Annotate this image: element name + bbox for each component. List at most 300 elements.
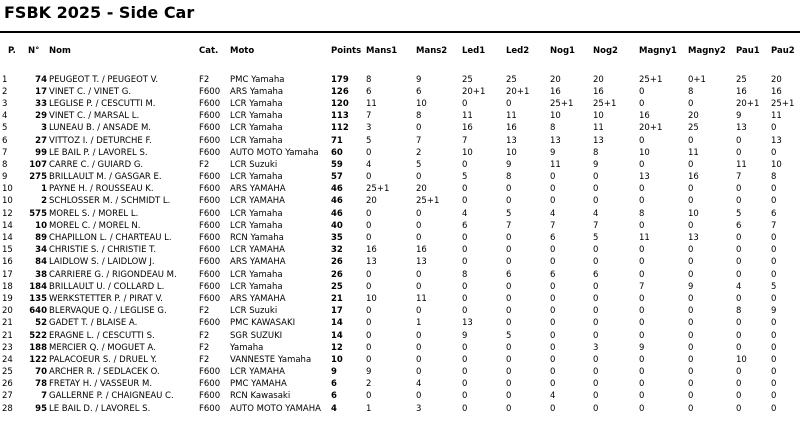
cell-nog1: 0 [550, 403, 556, 414]
cell-pau1: 20+1 [736, 98, 760, 109]
cell-led1: 25 [462, 74, 473, 85]
cell-pau2: 0 [771, 147, 777, 158]
cell-led1: 0 [462, 342, 468, 353]
table-row [0, 318, 800, 330]
table-row [0, 98, 800, 110]
cell-number: 17 [35, 86, 47, 97]
cell-category: F600 [199, 379, 221, 390]
cell-magny2: 0 [688, 293, 694, 304]
cell-points: 46 [331, 196, 343, 207]
cell-pau1: 0 [736, 257, 742, 268]
cell-category: F600 [199, 220, 221, 231]
cell-bike: LCR Yamaha [230, 135, 283, 146]
cell-points: 6 [331, 379, 337, 390]
cell-position: 10 [2, 196, 13, 207]
cell-position: 14 [2, 233, 13, 244]
cell-led2: 5 [506, 330, 512, 341]
cell-points: 57 [331, 172, 343, 183]
cell-mans1: 8 [366, 74, 372, 85]
cell-bike: LCR Yamaha [230, 281, 283, 292]
cell-led2: 16 [506, 123, 517, 134]
cell-mans1: 6 [366, 86, 372, 97]
cell-pau1: 0 [736, 233, 742, 244]
standings-table [0, 44, 800, 415]
cell-points: 21 [331, 293, 343, 304]
cell-led1: 0 [462, 281, 468, 292]
cell-led2: 20+1 [506, 86, 530, 97]
cell-magny1: 0 [639, 379, 645, 390]
cell-nog2: 10 [593, 111, 604, 122]
cell-mans1: 7 [366, 111, 372, 122]
cell-name: VITTOZ I. / DETURCHE F. [49, 135, 152, 146]
cell-pau2: 0 [771, 391, 777, 402]
table-row [0, 391, 800, 403]
cell-magny1: 0 [639, 257, 645, 268]
cell-led1: 4 [462, 208, 468, 219]
cell-pau1: 0 [736, 269, 742, 280]
cell-position: 10 [2, 184, 13, 195]
cell-number: 275 [29, 172, 47, 183]
cell-led1: 0 [462, 403, 468, 414]
cell-magny2: 0 [688, 98, 694, 109]
cell-led1: 6 [462, 220, 468, 231]
table-row [0, 184, 800, 196]
cell-name: BRILLAULT M. / GASGAR E. [49, 172, 162, 183]
cell-points: 17 [331, 306, 343, 317]
cell-mans2: 4 [416, 379, 422, 390]
cell-mans2: 0 [416, 281, 422, 292]
cell-name: LUNEAU B. / ANSADE M. [49, 123, 151, 134]
cell-position: 8 [2, 159, 8, 170]
cell-led1: 0 [462, 98, 468, 109]
cell-magny2: 0 [688, 379, 694, 390]
table-row [0, 330, 800, 342]
cell-number: 33 [35, 98, 47, 109]
table-row [0, 281, 800, 293]
cell-led2: 0 [506, 379, 512, 390]
cell-name: CHAPILLON L. / CHARTEAU L. [49, 233, 172, 244]
cell-mans1: 5 [366, 135, 372, 146]
cell-nog1: 0 [550, 367, 556, 378]
cell-mans2: 16 [416, 245, 427, 256]
cell-name: BLERVAQUE Q. / LEGLISE G. [49, 306, 167, 317]
header-nog1: Nog1 [550, 46, 575, 56]
cell-number: 34 [35, 245, 47, 256]
cell-led2: 0 [506, 403, 512, 414]
cell-mans1: 10 [366, 293, 377, 304]
cell-magny2: 0 [688, 257, 694, 268]
cell-position: 1 [2, 74, 8, 85]
cell-name: FRETAY H. / VASSEUR M. [49, 379, 153, 390]
cell-pau2: 0 [771, 342, 777, 353]
cell-nog2: 0 [593, 281, 599, 292]
cell-led2: 9 [506, 159, 512, 170]
cell-mans2: 10 [416, 98, 427, 109]
spacer-row [0, 58, 800, 74]
cell-pau2: 13 [771, 135, 782, 146]
header-row [0, 44, 800, 58]
cell-bike: LCR Suzuki [230, 159, 278, 170]
cell-magny2: 0 [688, 135, 694, 146]
cell-led1: 0 [462, 245, 468, 256]
cell-position: 24 [2, 354, 13, 365]
cell-pau1: 9 [736, 111, 742, 122]
header-position: P. [8, 46, 16, 56]
cell-nog2: 5 [593, 233, 599, 244]
cell-nog2: 0 [593, 391, 599, 402]
cell-pau1: 0 [736, 342, 742, 353]
cell-led2: 0 [506, 257, 512, 268]
cell-number: 575 [29, 208, 47, 219]
cell-position: 18 [2, 281, 13, 292]
cell-bike: LCR Yamaha [230, 208, 283, 219]
cell-led1: 0 [462, 184, 468, 195]
cell-points: 14 [331, 318, 343, 329]
cell-magny2: 0 [688, 245, 694, 256]
cell-magny2: 11 [688, 147, 699, 158]
table-row [0, 293, 800, 305]
cell-pau2: 0 [771, 196, 777, 207]
header-led1: Led1 [462, 46, 486, 56]
cell-pau2: 11 [771, 111, 782, 122]
cell-mans1: 3 [366, 123, 372, 134]
cell-nog1: 0 [550, 354, 556, 365]
cell-name: GADET T. / BLAISE A. [49, 318, 138, 329]
cell-category: F600 [199, 147, 221, 158]
cell-nog2: 0 [593, 318, 599, 329]
cell-name: PAYNE H. / ROUSSEAU K. [49, 184, 154, 195]
cell-position: 26 [2, 379, 13, 390]
cell-points: 26 [331, 269, 343, 280]
cell-nog1: 0 [550, 257, 556, 268]
header-magny1: Magny1 [639, 46, 677, 56]
cell-bike: LCR Yamaha [230, 123, 283, 134]
cell-nog1: 16 [550, 86, 561, 97]
cell-number: 38 [35, 269, 47, 280]
cell-mans1: 1 [366, 403, 372, 414]
cell-mans1: 11 [366, 98, 377, 109]
cell-nog1: 0 [550, 342, 556, 353]
cell-name: LEGLISE P. / CESCUTTI M. [49, 98, 156, 109]
cell-mans2: 0 [416, 354, 422, 365]
cell-number: 107 [29, 159, 47, 170]
cell-bike: ARS Yamaha [230, 86, 284, 97]
header-bike: Moto [230, 46, 255, 56]
cell-category: F600 [199, 245, 221, 256]
cell-number: 522 [29, 330, 47, 341]
cell-name: MERCIER Q. / MOGUET A. [49, 342, 156, 353]
cell-led2: 0 [506, 245, 512, 256]
spacer-cell [0, 58, 800, 74]
cell-magny1: 0 [639, 403, 645, 414]
cell-magny1: 0 [639, 184, 645, 195]
cell-points: 113 [331, 111, 349, 122]
header-category: Cat. [199, 46, 219, 56]
cell-points: 120 [331, 98, 349, 109]
cell-name: SCHLOSSER M. / SCHMIDT L. [49, 196, 171, 207]
cell-magny1: 20+1 [639, 123, 663, 134]
cell-position: 25 [2, 367, 13, 378]
table-row [0, 379, 800, 391]
header-points: Points [331, 46, 362, 56]
cell-points: 40 [331, 220, 343, 231]
cell-led1: 0 [462, 306, 468, 317]
cell-category: F600 [199, 233, 221, 244]
cell-category: F600 [199, 367, 221, 378]
cell-nog1: 0 [550, 379, 556, 390]
cell-pau2: 0 [771, 293, 777, 304]
cell-magny2: 20 [688, 111, 699, 122]
cell-name: VINET C. / MARSAL L. [49, 111, 140, 122]
cell-magny2: 0 [688, 391, 694, 402]
cell-number: 640 [29, 306, 47, 317]
cell-pau2: 0 [771, 123, 777, 134]
cell-pau1: 0 [736, 330, 742, 341]
cell-mans2: 0 [416, 330, 422, 341]
cell-pau1: 0 [736, 379, 742, 390]
cell-pau2: 20 [771, 74, 782, 85]
cell-mans1: 0 [366, 281, 372, 292]
cell-category: F600 [199, 172, 221, 183]
cell-name: GALLERNE P. / CHAIGNEAU C. [49, 391, 174, 402]
cell-number: 7 [41, 391, 47, 402]
cell-nog2: 0 [593, 184, 599, 195]
cell-mans1: 0 [366, 342, 372, 353]
cell-name: PEUGEOT T. / PEUGEOT V. [49, 74, 159, 85]
cell-mans2: 0 [416, 342, 422, 353]
cell-position: 21 [2, 318, 13, 329]
cell-mans2: 0 [416, 269, 422, 280]
cell-number: 1 [41, 184, 47, 195]
cell-magny1: 0 [639, 220, 645, 231]
cell-magny1: 0 [639, 318, 645, 329]
header-nog2: Nog2 [593, 46, 618, 56]
cell-mans2: 6 [416, 86, 422, 97]
header-name: Nom [49, 46, 71, 56]
cell-magny2: 0 [688, 306, 694, 317]
cell-position: 2 [2, 86, 8, 97]
cell-mans1: 0 [366, 269, 372, 280]
cell-magny1: 9 [639, 342, 645, 353]
cell-led2: 0 [506, 293, 512, 304]
table-row [0, 342, 800, 354]
cell-magny1: 0 [639, 196, 645, 207]
cell-nog1: 20 [550, 74, 561, 85]
cell-pau2: 0 [771, 233, 777, 244]
cell-magny1: 0 [639, 354, 645, 365]
cell-pau2: 16 [771, 86, 782, 97]
cell-nog1: 0 [550, 318, 556, 329]
cell-led1: 0 [462, 367, 468, 378]
cell-name: PALACOEUR S. / DRUEL Y. [49, 354, 157, 365]
cell-mans2: 2 [416, 147, 422, 158]
cell-pau2: 0 [771, 318, 777, 329]
cell-mans1: 16 [366, 245, 377, 256]
cell-mans2: 20 [416, 184, 427, 195]
cell-mans2: 0 [416, 123, 422, 134]
cell-led2: 5 [506, 208, 512, 219]
cell-category: F600 [199, 318, 221, 329]
cell-led1: 8 [462, 269, 468, 280]
title-divider [0, 31, 800, 33]
cell-nog2: 0 [593, 354, 599, 365]
cell-points: 14 [331, 330, 343, 341]
table-body [0, 58, 800, 415]
cell-category: F600 [199, 208, 221, 219]
page-title: FSBK 2025 - Side Car [4, 3, 195, 22]
cell-mans2: 7 [416, 135, 422, 146]
cell-category: F2 [199, 159, 210, 170]
cell-bike: ARS YAMAHA [230, 293, 286, 304]
cell-pau1: 16 [736, 86, 747, 97]
cell-mans2: 1 [416, 318, 422, 329]
cell-nog1: 0 [550, 306, 556, 317]
cell-pau1: 0 [736, 403, 742, 414]
table-row [0, 269, 800, 281]
cell-position: 15 [2, 245, 13, 256]
cell-pau2: 10 [771, 159, 782, 170]
cell-points: 10 [331, 354, 343, 365]
cell-led1: 5 [462, 172, 468, 183]
cell-category: F600 [199, 269, 221, 280]
cell-mans2: 0 [416, 172, 422, 183]
cell-points: 9 [331, 367, 337, 378]
cell-bike: LCR Suzuki [230, 306, 278, 317]
cell-magny1: 0 [639, 86, 645, 97]
cell-led1: 10 [462, 147, 473, 158]
cell-name: WERKSTETTER P. / PIRAT V. [49, 293, 163, 304]
cell-pau1: 0 [736, 135, 742, 146]
cell-position: 27 [2, 391, 13, 402]
cell-bike: LCR Yamaha [230, 111, 283, 122]
cell-mans1: 0 [366, 306, 372, 317]
cell-mans2: 0 [416, 233, 422, 244]
cell-magny1: 0 [639, 367, 645, 378]
cell-category: F600 [199, 184, 221, 195]
cell-name: LE BAIL D. / LAVOREL S. [49, 403, 151, 414]
cell-led2: 0 [506, 184, 512, 195]
table-row [0, 367, 800, 379]
cell-magny2: 0 [688, 196, 694, 207]
cell-led1: 13 [462, 318, 473, 329]
cell-pau2: 25+1 [771, 98, 795, 109]
cell-number: 135 [29, 293, 47, 304]
cell-led1: 0 [462, 354, 468, 365]
cell-number: 29 [35, 111, 47, 122]
cell-bike: LCR Yamaha [230, 220, 283, 231]
cell-points: 32 [331, 245, 343, 256]
cell-magny1: 0 [639, 245, 645, 256]
cell-magny2: 0 [688, 354, 694, 365]
cell-nog2: 4 [593, 208, 599, 219]
cell-led1: 0 [462, 391, 468, 402]
cell-led2: 13 [506, 135, 517, 146]
cell-name: VINET C. / VINET G. [49, 86, 132, 97]
table-header [0, 44, 800, 58]
cell-mans2: 13 [416, 257, 427, 268]
cell-mans2: 9 [416, 74, 422, 85]
cell-pau2: 8 [771, 172, 777, 183]
cell-pau1: 10 [736, 354, 747, 365]
cell-led1: 0 [462, 196, 468, 207]
cell-led1: 11 [462, 111, 473, 122]
table-row [0, 403, 800, 415]
cell-magny2: 0 [688, 184, 694, 195]
cell-position: 17 [2, 269, 13, 280]
cell-led1: 0 [462, 233, 468, 244]
table-row [0, 232, 800, 244]
cell-mans2: 5 [416, 159, 422, 170]
cell-position: 16 [2, 257, 13, 268]
cell-nog1: 0 [550, 281, 556, 292]
cell-magny1: 0 [639, 391, 645, 402]
cell-pau2: 9 [771, 306, 777, 317]
cell-bike: LCR YAMAHA [230, 196, 285, 207]
cell-magny2: 8 [688, 86, 694, 97]
cell-led1: 0 [462, 159, 468, 170]
cell-nog1: 4 [550, 391, 556, 402]
cell-magny1: 25+1 [639, 74, 663, 85]
cell-points: 35 [331, 233, 343, 244]
cell-led1: 0 [462, 257, 468, 268]
header-pau1: Pau1 [736, 46, 760, 56]
cell-points: 25 [331, 281, 343, 292]
cell-pau2: 0 [771, 379, 777, 390]
cell-led2: 0 [506, 354, 512, 365]
cell-number: 95 [35, 403, 47, 414]
cell-bike: LCR Yamaha [230, 98, 283, 109]
header-magny2: Magny2 [688, 46, 726, 56]
cell-magny2: 25 [688, 123, 699, 134]
table-row [0, 354, 800, 366]
cell-nog1: 0 [550, 172, 556, 183]
cell-pau1: 0 [736, 391, 742, 402]
cell-pau2: 5 [771, 281, 777, 292]
cell-bike: SGR SUZUKI [230, 330, 283, 341]
cell-position: 5 [2, 123, 8, 134]
cell-category: F600 [199, 111, 221, 122]
cell-nog2: 25+1 [593, 98, 617, 109]
cell-mans1: 2 [366, 379, 372, 390]
cell-nog2: 0 [593, 245, 599, 256]
cell-magny1: 7 [639, 281, 645, 292]
cell-position: 28 [2, 403, 13, 414]
cell-number: 70 [35, 367, 47, 378]
cell-magny1: 10 [639, 147, 650, 158]
cell-mans1: 25+1 [366, 184, 390, 195]
cell-pau2: 0 [771, 330, 777, 341]
cell-magny2: 0 [688, 318, 694, 329]
cell-led2: 0 [506, 233, 512, 244]
cell-pau1: 4 [736, 281, 742, 292]
cell-category: F2 [199, 306, 210, 317]
cell-category: F2 [199, 342, 210, 353]
cell-name: LAIDLOW S. / LAIDLOW J. [49, 257, 155, 268]
table-row [0, 306, 800, 318]
cell-pau2: 0 [771, 257, 777, 268]
cell-mans1: 13 [366, 257, 377, 268]
cell-pau1: 0 [736, 196, 742, 207]
cell-led2: 10 [506, 147, 517, 158]
cell-pau1: 7 [736, 172, 742, 183]
cell-nog1: 6 [550, 269, 556, 280]
cell-magny2: 0 [688, 269, 694, 280]
cell-points: 46 [331, 208, 343, 219]
cell-number: 78 [35, 379, 47, 390]
cell-led2: 0 [506, 281, 512, 292]
cell-bike: LCR YAMAHA [230, 245, 285, 256]
cell-bike: LCR Yamaha [230, 172, 283, 183]
